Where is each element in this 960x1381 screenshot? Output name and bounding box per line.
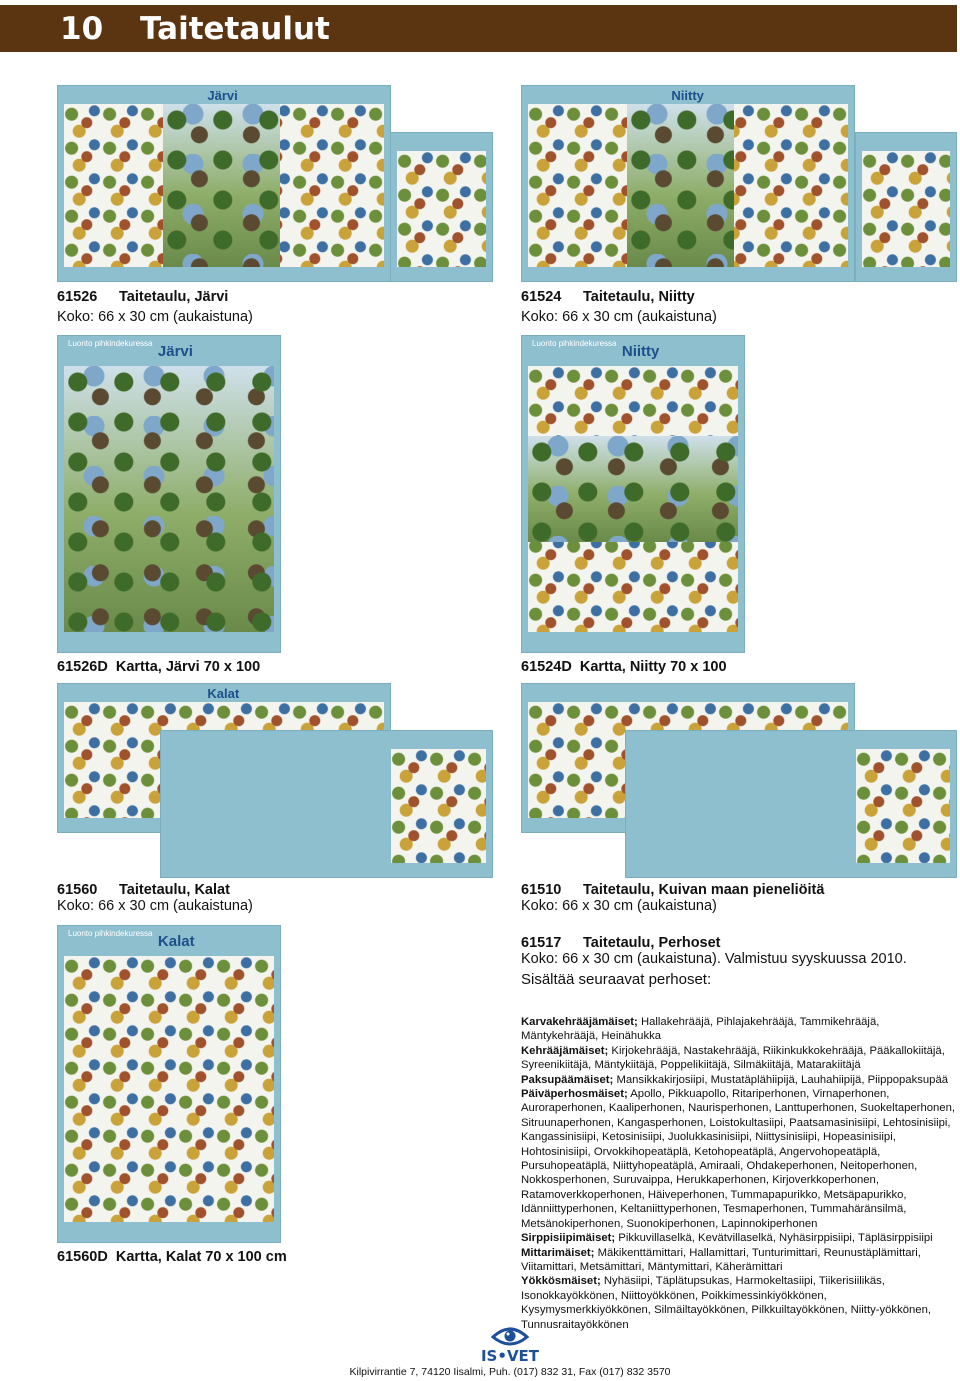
product-61524D: 61524D Kartta, Niitty 70 x 100 (521, 659, 727, 675)
page-number: 10 (60, 11, 104, 47)
product-size: Koko: 66 x 30 cm (aukaistuna) (57, 309, 253, 325)
poster-kalat-folded: Kalat (57, 683, 391, 833)
product-size: Koko: 66 x 30 cm (aukaistuna) (57, 898, 253, 914)
map-jarvi: Luonto pihkindekuressa Järvi (57, 335, 281, 653)
butterfly-group: Mittarimäiset; Mäkikenttämittari, Hallamittari, Tunturimittari, Reunustäplämittari, Viitamittari, Metsämittari, Mäntymittari, Käherämittari (521, 1246, 921, 1273)
poster-niitty-flap (855, 132, 957, 282)
butterfly-group: Päiväperhosmäiset; Apollo, Pikkuapollo, Ritariperhonen, Virnaperhonen, Auroraperhonen, Kaaliperhonen, Naurisperhonen, Lanttuperhonen, Suokeltaperhonen, Sitruunaperhonen, Kangasperhonen, Loistokultasiipi, Paatsamasinisiipi, Lehtosinisiipi, Kangassinisiipi, Ketosinisiipi, Juolukkasinisiipi, Niittysinisiipi, Hopeasinisiipi, Hohtosinisiipi, Orvokkihopeatäplä, Ketohopeatäplä, Angervohopeatäplä, Pursuhopeatäplä, Niittyhopeatäplä, Amiraali, Ohdakeperhonen, Neitoperhonen, Nokkosperhonen, Suruvaippa, Herukkaperhonen, Kirjoverkkoperhonen, Ratamoverkkoperhonen, Häiveperhonen, Tummapapurikko, Metsäpapurikko, Idänniittyperhonen, Keltaniittyperhonen, Tesmaperhonen, Tummahäränsilmä, Metsänokiperhonen, Suonokiperhonen, Lapinnokiperhonen (521, 1088, 955, 1230)
product-size: Koko: 66 x 30 cm (aukaistuna) (521, 309, 717, 325)
poster-niitty-folded (521, 85, 855, 282)
poster-pienelioita-flap (625, 730, 957, 878)
product-61510: 61510 Taitetaulu, Kuivan maan pieneliöitä (521, 882, 825, 898)
butterfly-group: Kehrääjämäiset; Kirjokehrääjä, Nastakehrääjä, Riikinkukkokehrääjä, Pääkallokiitäjä, Syreenikiitäjä, Mäntykiitäjä, Poppelikiitäjä, Silmäkiitäjä, Matarakiitäjä (521, 1044, 945, 1072)
poster-kalat-flap (160, 730, 493, 878)
page-title: Taitetaulut (140, 11, 330, 47)
product-size: Koko: 66 x 30 cm (aukaistuna). Valmistuu syyskuussa 2010. (521, 951, 907, 967)
butterfly-group: Karvakehrääjämäiset; Hallakehrääjä, Pihlajakehrääjä, Tammikehrääjä, Mäntykehrääjä, Heinähukka (521, 1016, 880, 1043)
product-size: Koko: 66 x 30 cm (aukaistuna) (521, 898, 717, 914)
map-kalat: Luonto pihkindekuressa Kalat (57, 925, 281, 1243)
butterfly-group: Yökkösmäiset; Nyhäsiipi, Täplätupsukas, Harmokeltasiipi, Tiikerisiilikäs, Isonokkayökkönen, Niittoyökkönen, Poikkimessinkiyökkönen, Kysymysmerkkiyökkönen, Silmäiltayökkönen, Pilkkuiltayökkönen, Niitty-yökkönen, Tunnusraitayökkönen (521, 1275, 931, 1331)
poster-title: Niitty (671, 88, 704, 103)
butterflies-intro: Sisältää seuraavat perhoset: (521, 971, 712, 988)
isvet-logo (463, 1325, 558, 1363)
poster-title: Järvi (207, 88, 238, 103)
product-61560D: 61560D Kartta, Kalat 70 x 100 cm (57, 1249, 287, 1265)
map-niitty: Luonto pihkindekuressa Niitty (521, 335, 745, 653)
poster-jarvi-flap (390, 132, 493, 282)
product-61526D: 61526D Kartta, Järvi 70 x 100 (57, 659, 261, 675)
product-61517: 61517 Taitetaulu, Perhoset (521, 935, 721, 951)
product-61524: 61524 Taitetaulu, Niitty (521, 289, 695, 305)
product-61526: 61526 Taitetaulu, Järvi (57, 289, 229, 305)
product-61560: 61560 Taitetaulu, Kalat (57, 882, 230, 898)
poster-jarvi-folded (57, 85, 391, 282)
butterfly-group: Sirppisiipimäiset; Pikkuvillaselkä, Kevätvillaselkä, Nyhäsirppisiipi, Täpläsirppisiipi (521, 1232, 933, 1245)
butterfly-list (521, 1015, 957, 1332)
page-header (0, 5, 957, 52)
footer-address: Kilpivirrantie 7, 74120 Iisalmi, Puh. (017) 832 31, Fax (017) 832 3570 (349, 1366, 671, 1378)
svg-text:IS•VET: IS•VET (480, 1347, 540, 1363)
butterfly-group: Paksupäämäiset; Mansikkakirjosiipi, Mustatäplähiipijä, Lauhahiipijä, Piippopaksupää (521, 1073, 949, 1086)
